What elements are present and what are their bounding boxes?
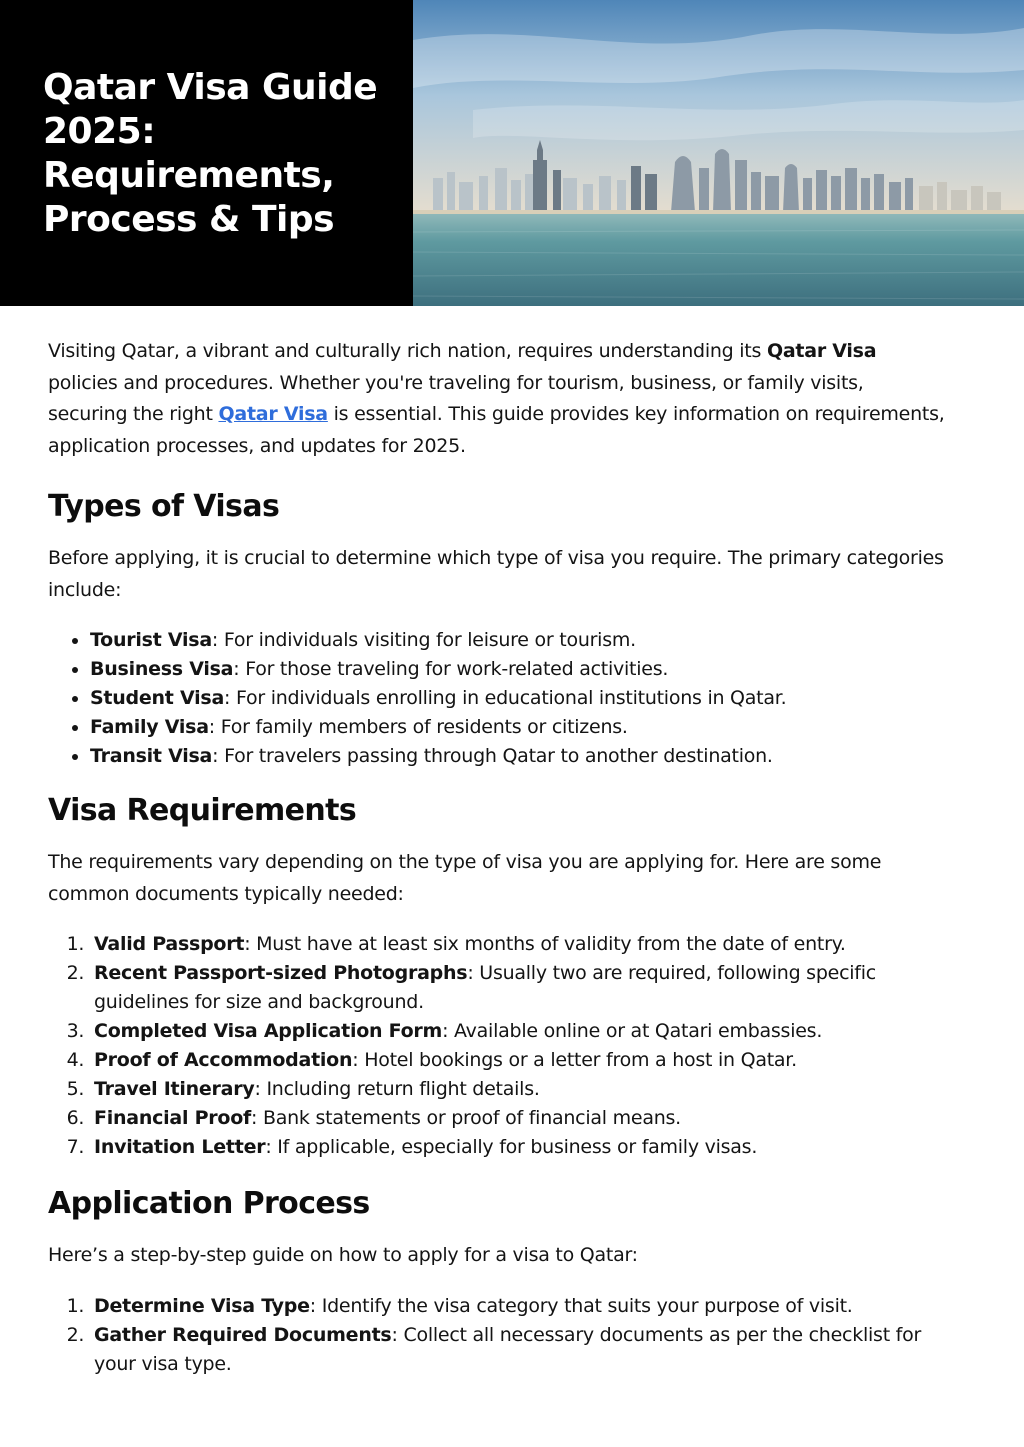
item-desc: : Hotel bookings or a letter from a host in Qatar. — [352, 1049, 797, 1071]
list-item — [90, 742, 948, 771]
item-desc: : Identify the visa category that suits your purpose of visit. — [309, 1294, 853, 1317]
intro-text-after: is essential. This guide provides key information on requirements, application processes, and updates for 2025. — [48, 403, 945, 457]
requirements-heading: Visa Requirements — [48, 793, 357, 828]
requirements-intro: The requirements vary depending on the type of visa you are applying for. Here are some common documents typically needed: — [48, 851, 882, 905]
page-title: Qatar Visa Guide 2025: Requirements, Process & Tips — [43, 67, 378, 240]
item-name: Valid Passport — [94, 933, 245, 955]
item-name: Student Visa — [90, 687, 225, 709]
item-desc: : Must have at least six months of validity from the date of entry. — [244, 933, 846, 955]
item-desc: : If applicable, especially for business or family visas. — [265, 1136, 758, 1158]
item-desc: : Available online or at Qatari embassies. — [442, 1020, 823, 1042]
list-item — [90, 959, 948, 1017]
item-desc: : For family members of residents or citizens. — [208, 716, 628, 738]
list-item — [90, 684, 948, 713]
doha-skyline-image — [413, 0, 1024, 306]
hero-banner — [0, 0, 1024, 306]
item-name: Recent Passport-sized Photographs — [94, 962, 468, 984]
item-name: Financial Proof — [94, 1107, 252, 1129]
item-name: Tourist Visa — [90, 629, 212, 651]
intro-bold-term: Qatar Visa — [766, 340, 877, 362]
item-desc: : For those traveling for work-related activities. — [233, 658, 669, 680]
item-desc: : Usually two are required, following specific guidelines for size and background. — [94, 962, 876, 1013]
list-item — [90, 1292, 948, 1321]
process-intro: Here’s a step-by-step guide on how to apply for a visa to Qatar: — [48, 1244, 638, 1266]
list-item — [90, 713, 948, 742]
item-name: Proof of Accommodation — [94, 1049, 353, 1071]
item-desc: : For individuals enrolling in educational institutions in Qatar. — [224, 687, 787, 709]
list-item — [90, 1046, 948, 1075]
item-desc: : For travelers passing through Qatar to another destination. — [212, 745, 773, 767]
list-item — [90, 1133, 948, 1162]
item-name: Business Visa — [90, 658, 234, 680]
item-name: Invitation Letter — [94, 1136, 266, 1158]
process-heading: Application Process — [48, 1186, 370, 1221]
list-item — [90, 655, 948, 684]
item-desc: : For individuals visiting for leisure or tourism. — [211, 629, 636, 651]
article-body — [48, 336, 948, 1379]
item-name: Transit Visa — [90, 745, 213, 767]
list-item — [90, 626, 948, 655]
intro-paragraph — [48, 336, 948, 462]
qatar-visa-link[interactable]: Qatar Visa — [218, 403, 328, 425]
item-name: Completed Visa Application Form — [94, 1020, 443, 1042]
types-intro: Before applying, it is crucial to determine which type of visa you require. The primary categories include: — [48, 547, 944, 601]
item-desc: : Collect all necessary documents as per the checklist for your visa type. — [94, 1323, 922, 1375]
list-item — [90, 1075, 948, 1104]
hero-title-panel — [0, 0, 413, 306]
visa-types-list — [48, 626, 948, 771]
item-desc: : Including return flight details. — [254, 1078, 540, 1100]
list-item — [90, 930, 948, 959]
list-item — [90, 1017, 948, 1046]
item-name: Family Visa — [90, 716, 209, 738]
item-desc: : Bank statements or proof of financial means. — [251, 1107, 681, 1129]
intro-text-middle: policies and procedures. Whether you're traveling for tourism, business, or family visits, securing the right — [48, 371, 864, 425]
item-name: Determine Visa Type — [94, 1294, 310, 1317]
process-steps-list — [48, 1292, 948, 1379]
item-name: Gather Required Documents — [94, 1323, 392, 1346]
types-heading: Types of Visas — [48, 489, 280, 524]
intro-text-before: Visiting Qatar, a vibrant and culturally rich nation, requires understanding its — [48, 340, 767, 362]
item-name: Travel Itinerary — [94, 1078, 255, 1100]
list-item — [90, 1104, 948, 1133]
requirements-list — [48, 930, 948, 1162]
list-item — [90, 1321, 948, 1379]
